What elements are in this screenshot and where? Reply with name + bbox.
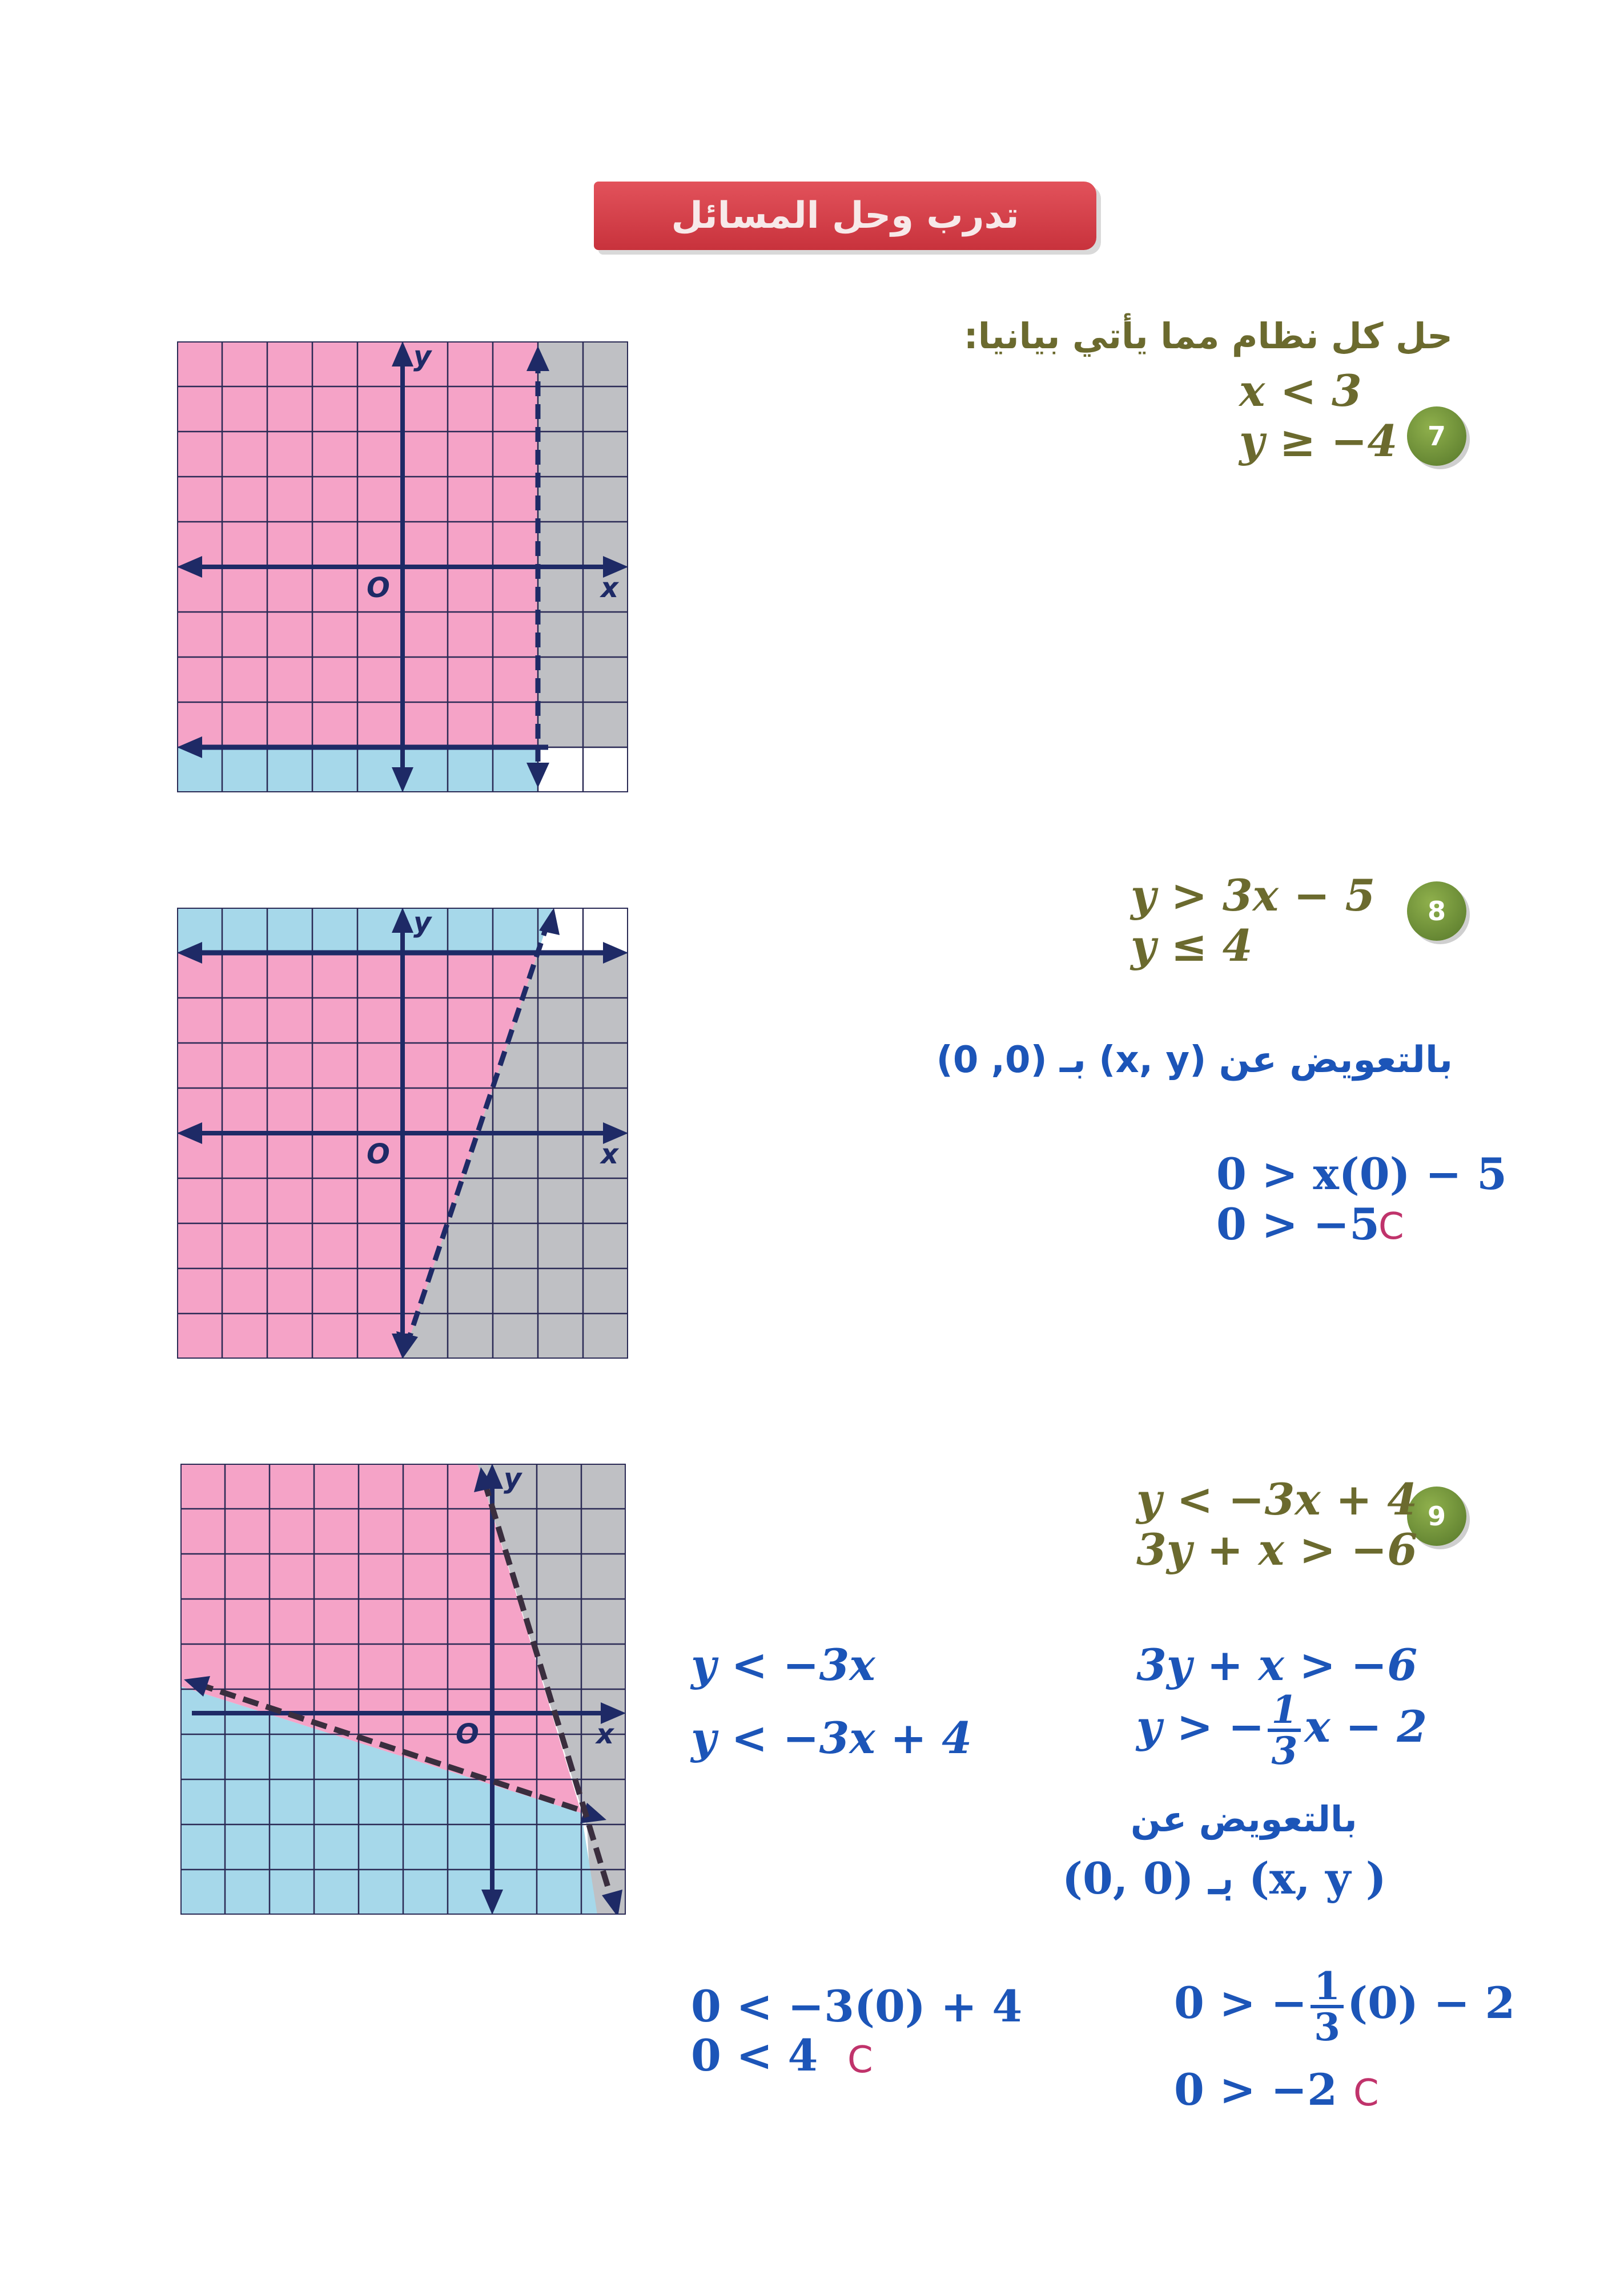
substitution-note: بالتعويض عن (x, y) بـ (0, 0) [936, 1039, 1453, 1081]
inequality-2: y ≤ 4 [1131, 920, 1253, 971]
problem-number-badge: 8 [1407, 881, 1466, 941]
work-right-line-2: y > − $\frac{1}{3}$ x − 2 [1136, 1687, 1428, 1773]
graph-problem-8 [177, 908, 628, 1359]
y-axis-label: y [413, 908, 432, 938]
inequality-1: x < 3 [1239, 365, 1362, 416]
x-axis-label: x [601, 572, 618, 604]
check-left-line-2: 0 < 4 [691, 2030, 818, 2081]
work-left-line-1: y < −3x [691, 1640, 875, 1690]
section-title-banner [594, 182, 1096, 250]
origin-label: O [367, 572, 390, 604]
problem-number-badge: 7 [1407, 406, 1466, 466]
y-axis-label: y [413, 341, 432, 372]
origin-label: O [367, 1138, 390, 1170]
inequality-1: y < −3x + 4 [1136, 1474, 1418, 1525]
x-axis-label: x [601, 1138, 618, 1170]
work-right-line-1: 3y + x > −6 [1136, 1640, 1418, 1690]
inequality-2: y ≥ −4 [1239, 416, 1398, 466]
check-line-1: 0 > x(0) − 5 [1216, 1149, 1508, 1199]
work-left-line-2: y < −3x + 4 [691, 1713, 972, 1763]
origin-label: O [456, 1718, 479, 1750]
check-left-line-1: 0 < −3(0) + 4 [691, 1981, 1023, 2032]
check-line-2: 0 > −5 [1216, 1199, 1380, 1250]
instruction-text: حل كل نظام مما يأتي بيانيا: [963, 315, 1453, 357]
check-mark: C [1378, 1206, 1404, 1248]
problem-number-badge: 9 [1407, 1487, 1466, 1546]
inequality-2: 3y + x > −6 [1136, 1524, 1418, 1575]
check-mark-right: C [1353, 2072, 1379, 2114]
inequality-1: y > 3x − 5 [1131, 870, 1376, 921]
check-right-line-1: 0 > − $\frac{1}{3}$ (0) − 2 [1174, 1964, 1516, 2049]
x-axis-label: x [596, 1718, 614, 1750]
substitution-pair: (0, 0) بـ (x, y ) [1062, 1853, 1386, 1904]
substitution-word: بالتعويض عن [1131, 1798, 1357, 1840]
graph-problem-7 [177, 341, 628, 792]
check-right-line-2: 0 > −2 [1174, 2064, 1338, 2115]
y-axis-label: y [504, 1464, 522, 1495]
section-title: تدرب وحل المسائل [671, 195, 1019, 237]
graph-problem-9 [180, 1464, 626, 1915]
check-mark-left: C [847, 2039, 873, 2081]
region-above [177, 908, 553, 953]
